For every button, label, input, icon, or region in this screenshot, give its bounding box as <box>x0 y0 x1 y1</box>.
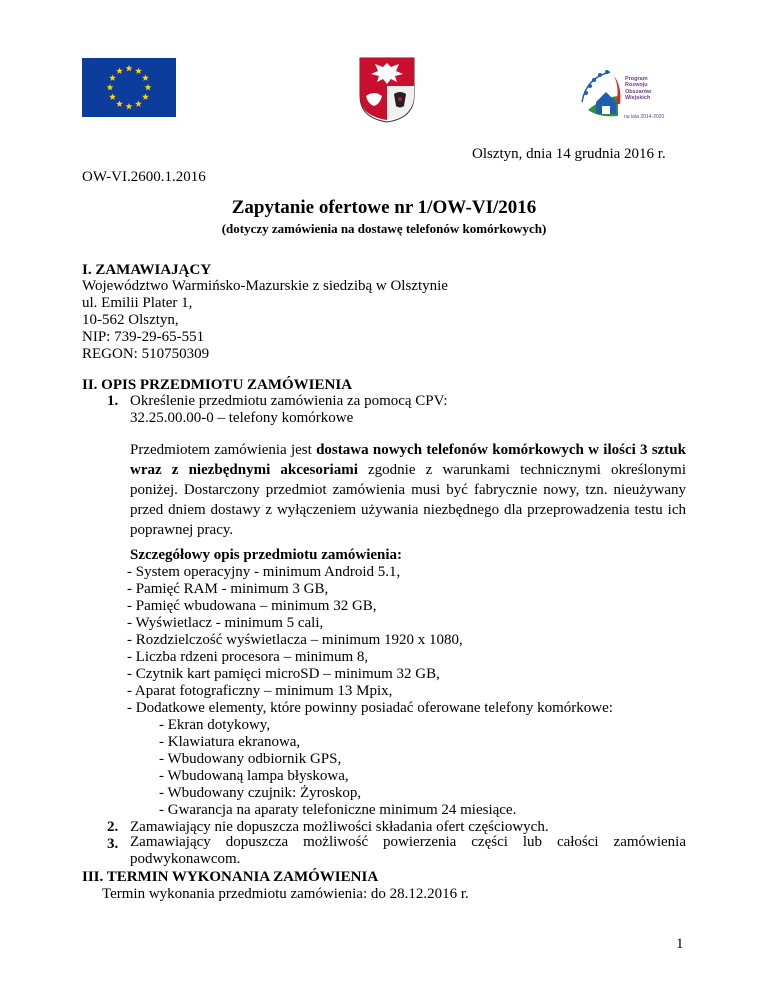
list-number: 1. <box>107 393 119 409</box>
eu-star-icon <box>116 67 123 74</box>
prow-logo-text: Program Rozwoju Obszarów Wiejskich <box>625 76 652 102</box>
extra-item: - Wbudowany czujnik: Żyroskop, <box>159 785 362 801</box>
eu-star-icon <box>109 93 116 100</box>
document-subtitle: (dotyczy zamówienia na dostawę telefonów komórkowych) <box>221 221 547 236</box>
item-2-text: Zamawiający nie dopuszcza możliwości składania ofert częściowych. <box>130 819 549 835</box>
spec-item: - Wyświetlacz - minimum 5 cali, <box>127 615 324 631</box>
eu-star-icon <box>107 84 114 91</box>
spec-item: - System operacyjny - minimum Android 5.1, <box>127 564 401 580</box>
eu-star-icon <box>126 103 133 110</box>
eu-star-icon <box>109 74 116 81</box>
document-title: Zapytanie ofertowe nr 1/OW-VI/2016 <box>231 197 537 218</box>
spec-heading: Szczegółowy opis przedmiotu zamówienia: <box>130 547 403 563</box>
prow-logo-years: na lata 2014-2020 <box>624 114 665 120</box>
prow-logo-icon <box>576 58 686 130</box>
spec-item: - Czytnik kart pamięci microSD – minimum 32 GB, <box>127 666 440 682</box>
section-1-heading: I. ZAMAWIAJĄCY <box>82 262 212 278</box>
eu-star-icon <box>145 84 152 91</box>
orderer-line: ul. Emilii Plater 1, <box>82 295 193 311</box>
description-paragraph: Przedmiotem zamówienia jest dostawa nowych telefonów komórkowych w ilości 3 sztuk wraz z niezbędnymi akcesoriami zgodnie z warunkami technicznymi określonymi poniżej. Dostarczony przedmiot zamówienia musi być fabrycznie nowy, tzn. nieużywany przed dniem dostawy z wyłączeniem używania niezbędnego dla przeprowadzenia testu ich poprawnej pracy. <box>130 442 686 538</box>
eu-star-icon <box>135 100 142 107</box>
deadline-text: Termin wykonania przedmiotu zamówienia: do 28.12.2016 r. <box>102 886 469 902</box>
eu-star-icon <box>142 74 149 81</box>
page-number: 1 <box>676 936 684 952</box>
spec-item: - Rozdzielczość wyświetlacza – minimum 1920 x 1080, <box>127 632 463 648</box>
orderer-line: NIP: 739-29-65-551 <box>82 329 205 345</box>
spec-item: - Liczba rdzeni procesora – minimum 8, <box>127 649 369 665</box>
section-2-heading: II. OPIS PRZEDMIOTU ZAMÓWIENIA <box>82 377 353 393</box>
section-3-heading: III. TERMIN WYKONANIA ZAMÓWIENIA <box>82 869 379 885</box>
spec-item: - Dodatkowe elementy, które powinny posiadać oferowane telefony komórkowe: <box>127 700 613 716</box>
eu-flag-icon <box>82 58 176 117</box>
warranty-item: - Gwarancja na aparaty telefoniczne minimum 24 miesiące. <box>159 802 517 818</box>
eu-star-icon <box>142 93 149 100</box>
spec-item: - Pamięć RAM - minimum 3 GB, <box>127 581 329 597</box>
warmia-masuria-crest-icon <box>358 56 416 124</box>
extra-item: - Ekran dotykowy, <box>159 717 271 733</box>
spec-item: - Pamięć wbudowana – minimum 32 GB, <box>127 598 377 614</box>
item-3-text: Zamawiający dopuszcza możliwość powierzenia części lub całości zamówienia podwykonawcom. <box>130 834 686 867</box>
list-number: 3. <box>107 836 119 852</box>
cpv-code: 32.25.00.00-0 – telefony komórkowe <box>130 410 354 426</box>
eu-star-icon <box>126 65 133 72</box>
spec-item: - Aparat fotograficzny – minimum 13 Mpix, <box>127 683 393 699</box>
eu-star-icon <box>116 100 123 107</box>
reference-number: OW-VI.2600.1.2016 <box>82 169 206 185</box>
item-1-text: Określenie przedmiotu zamówienia za pomocą CPV: <box>130 393 448 409</box>
orderer-line: 10-562 Olsztyn, <box>82 312 179 328</box>
description-bold: dostawa nowych telefonów komórkowych w ilości 3 sztuk wraz z niezbędnymi akcesoriami <box>130 442 686 478</box>
orderer-line: Województwo Warmińsko-Mazurskie z siedzibą w Olsztynie <box>82 278 448 294</box>
extra-item: - Wbudowany odbiornik GPS, <box>159 751 342 767</box>
orderer-line: REGON: 510750309 <box>82 346 210 362</box>
extra-item: - Klawiatura ekranowa, <box>159 734 301 750</box>
date-place: Olsztyn, dnia 14 grudnia 2016 r. <box>472 146 666 162</box>
extra-item: - Wbudowaną lampa błyskowa, <box>159 768 349 784</box>
list-number: 2. <box>107 819 119 835</box>
eu-star-icon <box>135 67 142 74</box>
